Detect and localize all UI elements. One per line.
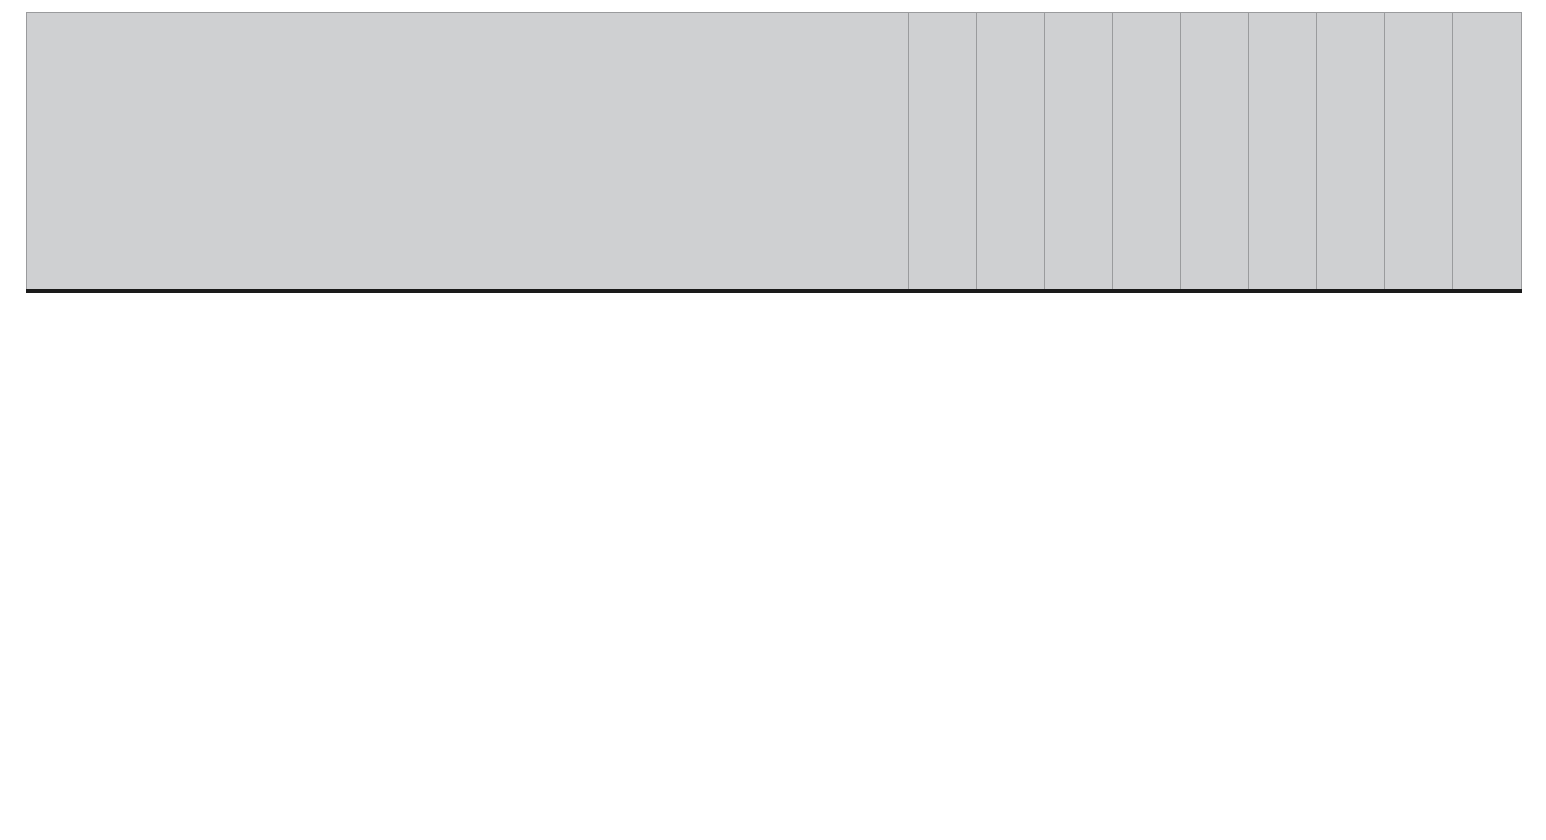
material-header [1181,13,1249,292]
care-table [26,12,1522,293]
material-header [1385,13,1453,292]
header-row [27,13,1522,292]
table-title [27,13,909,292]
material-header [909,13,977,292]
material-header [1317,13,1385,292]
material-header [1045,13,1113,292]
material-header [1113,13,1181,292]
divider [27,291,1522,293]
material-header [1453,13,1522,292]
material-header [1249,13,1317,292]
header-rule [27,291,1522,293]
material-header [977,13,1045,292]
